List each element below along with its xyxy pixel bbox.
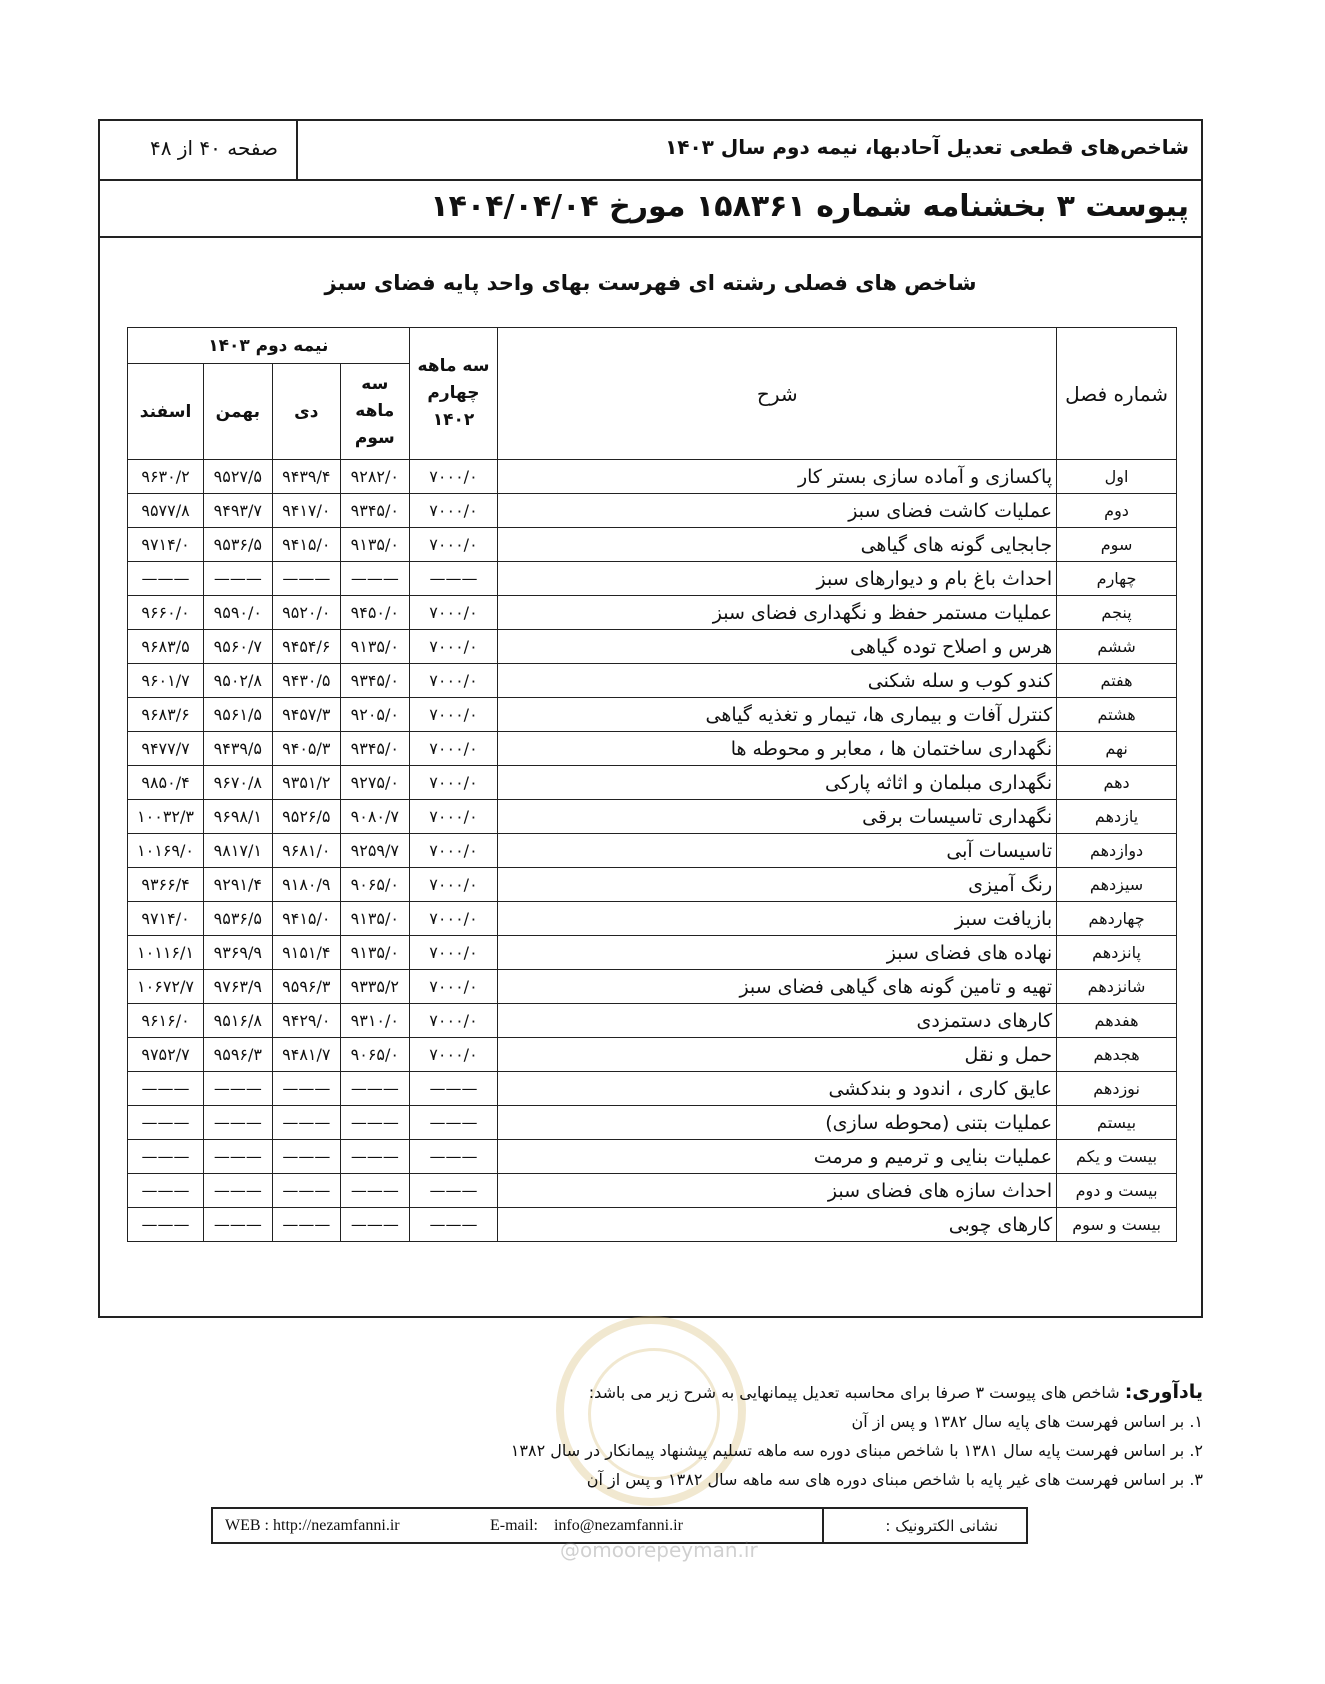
table-row — [128, 664, 1177, 698]
esfand-cell: ——— — [128, 562, 204, 596]
table-row — [128, 460, 1177, 494]
q3-cell: ——— — [341, 1208, 410, 1242]
dey-cell: ۹۵۲۰/۰ — [272, 596, 341, 630]
dey-cell: ——— — [272, 1106, 341, 1140]
q4-1402-cell: ۷۰۰۰/۰ — [409, 868, 498, 902]
index-table — [127, 327, 1177, 1242]
dey-cell: ۹۵۲۶/۵ — [272, 800, 341, 834]
esfand-cell: ۱۰۱۶۹/۰ — [128, 834, 204, 868]
esfand-cell: ۹۶۱۶/۰ — [128, 1004, 204, 1038]
table-row — [128, 1140, 1177, 1174]
table-row — [128, 936, 1177, 970]
bahman-cell: ۹۷۶۳/۹ — [204, 970, 273, 1004]
esfand-cell: ——— — [128, 1140, 204, 1174]
description-cell: رنگ آمیزی — [498, 868, 1057, 902]
esfand-cell: ۹۶۳۰/۲ — [128, 460, 204, 494]
dey-cell: ۹۵۹۶/۳ — [272, 970, 341, 1004]
q3-cell: ——— — [341, 1174, 410, 1208]
document-title: شاخص‌های قطعی تعدیل آحادبها، نیمه دوم سال ۱۴۰۳ — [665, 135, 1189, 159]
bahman-cell: ۹۳۶۹/۹ — [204, 936, 273, 970]
dey-cell: ۹۶۸۱/۰ — [272, 834, 341, 868]
dey-cell: ——— — [272, 1208, 341, 1242]
esfand-cell: ۹۵۷۷/۸ — [128, 494, 204, 528]
description-cell: نگهداری مبلمان و اثاثه پارکی — [498, 766, 1057, 800]
chapter-cell: بیستم — [1057, 1106, 1177, 1140]
chapter-cell: دوم — [1057, 494, 1177, 528]
esfand-cell: ۱۰۶۷۲/۷ — [128, 970, 204, 1004]
esfand-cell: ۱۰۱۱۶/۱ — [128, 936, 204, 970]
q3-cell: ۹۳۴۵/۰ — [341, 494, 410, 528]
address-label: نشانی الکترونیک : — [885, 1517, 998, 1535]
esfand-cell: ۹۴۷۷/۷ — [128, 732, 204, 766]
chapter-cell: چهارم — [1057, 562, 1177, 596]
table-row — [128, 868, 1177, 902]
chapter-cell: نهم — [1057, 732, 1177, 766]
q3-cell: ۹۲۰۵/۰ — [341, 698, 410, 732]
dey-cell: ۹۴۱۷/۰ — [272, 494, 341, 528]
esfand-cell: ۹۶۸۳/۵ — [128, 630, 204, 664]
description-cell: عملیات کاشت فضای سبز — [498, 494, 1057, 528]
header-second-half-1403: نیمه دوم ۱۴۰۳ — [128, 328, 410, 364]
description-cell: کارهای چوبی — [498, 1208, 1057, 1242]
q3-cell: ۹۱۳۵/۰ — [341, 630, 410, 664]
q3-cell: ——— — [341, 1072, 410, 1106]
q4-1402-cell: ۷۰۰۰/۰ — [409, 766, 498, 800]
q3-cell: ۹۳۱۰/۰ — [341, 1004, 410, 1038]
description-cell: نگهداری تاسیسات برقی — [498, 800, 1057, 834]
chapter-cell: ششم — [1057, 630, 1177, 664]
dey-cell: ۹۴۳۹/۴ — [272, 460, 341, 494]
q4-1402-cell: ۷۰۰۰/۰ — [409, 528, 498, 562]
table-row — [128, 562, 1177, 596]
q3-cell: ۹۳۴۵/۰ — [341, 664, 410, 698]
q4-1402-cell: ۷۰۰۰/۰ — [409, 970, 498, 1004]
q4-1402-cell: ۷۰۰۰/۰ — [409, 698, 498, 732]
bahman-cell: ۹۵۱۶/۸ — [204, 1004, 273, 1038]
bahman-cell: ۹۵۹۶/۳ — [204, 1038, 273, 1072]
email-link[interactable] — [490, 1517, 683, 1535]
q4-1402-cell: ۷۰۰۰/۰ — [409, 902, 498, 936]
description-cell: جابجایی گونه های گیاهی — [498, 528, 1057, 562]
esfand-cell: ——— — [128, 1208, 204, 1242]
chapter-cell: نوزدهم — [1057, 1072, 1177, 1106]
q3-cell: ۹۴۵۰/۰ — [341, 596, 410, 630]
dey-cell: ——— — [272, 562, 341, 596]
q4-1402-cell: ۷۰۰۰/۰ — [409, 630, 498, 664]
esfand-cell: ۹۸۵۰/۴ — [128, 766, 204, 800]
dey-cell: ۹۴۱۵/۰ — [272, 528, 341, 562]
table-row — [128, 1038, 1177, 1072]
bahman-cell: ۹۸۱۷/۱ — [204, 834, 273, 868]
esfand-cell: ——— — [128, 1106, 204, 1140]
reminder-note — [511, 1378, 1203, 1494]
bahman-cell: ——— — [204, 1208, 273, 1242]
table-row — [128, 1208, 1177, 1242]
table-title: شاخص های فصلی رشته ای فهرست بهای واحد پایه فضای سبز — [324, 271, 977, 295]
table-row — [128, 528, 1177, 562]
watermark-text: @omoorepeyman.ir — [560, 1538, 758, 1562]
q4-1402-cell: ۷۰۰۰/۰ — [409, 732, 498, 766]
bahman-cell: ۹۵۶۰/۷ — [204, 630, 273, 664]
table-row — [128, 1174, 1177, 1208]
table-row — [128, 630, 1177, 664]
email-label: E-mail: — [490, 1517, 538, 1534]
header-row — [100, 121, 1201, 181]
description-cell: احداث باغ بام و دیوارهای سبز — [498, 562, 1057, 596]
q3-cell: ——— — [341, 1140, 410, 1174]
description-cell: کنترل آفات و بیماری ها، تیمار و تغذیه گیاهی — [498, 698, 1057, 732]
q3-cell: ۹۱۳۵/۰ — [341, 902, 410, 936]
esfand-cell: ۹۳۶۶/۴ — [128, 868, 204, 902]
email-address: info@nezamfanni.ir — [553, 1517, 683, 1534]
esfand-cell: ۹۷۱۴/۰ — [128, 528, 204, 562]
table-row — [128, 698, 1177, 732]
table-body — [128, 460, 1177, 1242]
header-description: شرح — [498, 328, 1057, 460]
dey-cell: ۹۴۱۵/۰ — [272, 902, 341, 936]
bahman-cell: ۹۵۳۶/۵ — [204, 528, 273, 562]
description-cell: بازیافت سبز — [498, 902, 1057, 936]
q4-1402-cell: ——— — [409, 1174, 498, 1208]
q3-cell: ۹۱۳۵/۰ — [341, 528, 410, 562]
table-row — [128, 1106, 1177, 1140]
description-cell: عملیات مستمر حفظ و نگهداری فضای سبز — [498, 596, 1057, 630]
q4-1402-cell: ۷۰۰۰/۰ — [409, 664, 498, 698]
bahman-cell: ۹۶۷۰/۸ — [204, 766, 273, 800]
q3-cell: ۹۲۷۵/۰ — [341, 766, 410, 800]
q4-1402-cell: ۷۰۰۰/۰ — [409, 936, 498, 970]
header-dey: دی — [272, 364, 341, 460]
footer-divider — [822, 1509, 824, 1542]
chapter-cell: سوم — [1057, 528, 1177, 562]
q4-1402-cell: ۷۰۰۰/۰ — [409, 460, 498, 494]
table-row — [128, 902, 1177, 936]
description-cell: تاسیسات آبی — [498, 834, 1057, 868]
table-row — [128, 800, 1177, 834]
table-row — [128, 494, 1177, 528]
note-label: یادآوری: — [1124, 1381, 1203, 1403]
chapter-cell: بیست و سوم — [1057, 1208, 1177, 1242]
q4-1402-cell: ——— — [409, 562, 498, 596]
bahman-cell: ۹۶۹۸/۱ — [204, 800, 273, 834]
chapter-cell: دهم — [1057, 766, 1177, 800]
dey-cell: ۹۳۵۱/۲ — [272, 766, 341, 800]
dey-cell: ۹۴۵۷/۳ — [272, 698, 341, 732]
table-row — [128, 834, 1177, 868]
dey-cell: ——— — [272, 1140, 341, 1174]
q4-1402-cell: ——— — [409, 1072, 498, 1106]
esfand-cell: ۹۶۶۰/۰ — [128, 596, 204, 630]
esfand-cell: ۹۷۱۴/۰ — [128, 902, 204, 936]
q3-cell: ۹۰۶۵/۰ — [341, 868, 410, 902]
chapter-cell: سیزدهم — [1057, 868, 1177, 902]
header-bahman: بهمن — [204, 364, 273, 460]
q4-1402-cell: ۷۰۰۰/۰ — [409, 834, 498, 868]
description-cell: احداث سازه های فضای سبز — [498, 1174, 1057, 1208]
description-cell: نهاده های فضای سبز — [498, 936, 1057, 970]
q4-1402-cell: ——— — [409, 1106, 498, 1140]
note-item: ۱. بر اساس فهرست های پایه سال ۱۳۸۲ و پس از آن — [851, 1412, 1203, 1431]
bahman-cell: ۹۵۳۶/۵ — [204, 902, 273, 936]
page-number: صفحه ۴۰ از ۴۸ — [150, 136, 278, 160]
description-cell: نگهداری ساختمان ها ، معابر و محوطه ها — [498, 732, 1057, 766]
table-row — [128, 1004, 1177, 1038]
dey-cell: ۹۴۸۱/۷ — [272, 1038, 341, 1072]
document-frame — [98, 119, 1203, 1318]
description-cell: حمل و نقل — [498, 1038, 1057, 1072]
bahman-cell: ——— — [204, 1140, 273, 1174]
esfand-cell: ۱۰۰۳۲/۳ — [128, 800, 204, 834]
description-cell: کندو کوب و سله شکنی — [498, 664, 1057, 698]
table-row — [128, 1072, 1177, 1106]
description-cell: عایق کاری ، اندود و بندکشی — [498, 1072, 1057, 1106]
bahman-cell: ۹۲۹۱/۴ — [204, 868, 273, 902]
esfand-cell: ——— — [128, 1072, 204, 1106]
bahman-cell: ۹۵۹۰/۰ — [204, 596, 273, 630]
description-cell: عملیات بنایی و ترمیم و مرمت — [498, 1140, 1057, 1174]
dey-cell: ۹۴۵۴/۶ — [272, 630, 341, 664]
chapter-cell: هفتم — [1057, 664, 1177, 698]
bahman-cell: ۹۵۲۷/۵ — [204, 460, 273, 494]
dey-cell: ۹۴۰۵/۳ — [272, 732, 341, 766]
table-row — [128, 970, 1177, 1004]
q4-1402-cell: ۷۰۰۰/۰ — [409, 1004, 498, 1038]
esfand-cell: ۹۶۸۳/۶ — [128, 698, 204, 732]
dey-cell: ——— — [272, 1072, 341, 1106]
header-chapter: شماره فصل — [1057, 328, 1177, 460]
description-cell: هرس و اصلاح توده گیاهی — [498, 630, 1057, 664]
esfand-cell: ۹۷۵۲/۷ — [128, 1038, 204, 1072]
chapter-cell: پانزدهم — [1057, 936, 1177, 970]
q3-cell: ——— — [341, 1106, 410, 1140]
page-number-box — [100, 121, 298, 179]
chapter-cell: هشتم — [1057, 698, 1177, 732]
document-subtitle: پیوست ۳ بخشنامه شماره ۱۵۸۳۶۱ مورخ ۱۴۰۴/۰۴/۰۴ — [430, 189, 1189, 224]
note-intro: شاخص های پیوست ۳ صرفا برای محاسبه تعدیل پیمانهایی به شرح زیر می باشد: — [588, 1383, 1120, 1402]
bahman-cell: ۹۴۳۹/۵ — [204, 732, 273, 766]
bahman-cell: ——— — [204, 562, 273, 596]
chapter-cell: دوازدهم — [1057, 834, 1177, 868]
q3-cell: ۹۰۸۰/۷ — [341, 800, 410, 834]
header-esfand: اسفند — [128, 364, 204, 460]
chapter-cell: چهاردهم — [1057, 902, 1177, 936]
q4-1402-cell: ۷۰۰۰/۰ — [409, 494, 498, 528]
bahman-cell: ——— — [204, 1174, 273, 1208]
bahman-cell: ۹۴۹۳/۷ — [204, 494, 273, 528]
bahman-cell: ——— — [204, 1106, 273, 1140]
q4-1402-cell: ۷۰۰۰/۰ — [409, 800, 498, 834]
q3-cell: ۹۲۵۹/۷ — [341, 834, 410, 868]
bahman-cell: ۹۵۰۲/۸ — [204, 664, 273, 698]
chapter-cell: بیست و یکم — [1057, 1140, 1177, 1174]
dey-cell: ۹۱۵۱/۴ — [272, 936, 341, 970]
q3-cell: ۹۱۳۵/۰ — [341, 936, 410, 970]
table-row — [128, 766, 1177, 800]
esfand-cell: ۹۶۰۱/۷ — [128, 664, 204, 698]
header-q3: سه ماهه سوم — [341, 364, 410, 460]
q4-1402-cell: ——— — [409, 1208, 498, 1242]
dey-cell: ۹۱۸۰/۹ — [272, 868, 341, 902]
dey-cell: ——— — [272, 1174, 341, 1208]
description-cell: عملیات بتنی (محوطه سازی) — [498, 1106, 1057, 1140]
dey-cell: ۹۴۳۰/۵ — [272, 664, 341, 698]
q4-1402-cell: ۷۰۰۰/۰ — [409, 1038, 498, 1072]
header-q4-1402: سه ماهه چهارم ۱۴۰۲ — [409, 328, 498, 460]
table-row — [128, 732, 1177, 766]
description-cell: تهیه و تامین گونه های گیاهی فضای سبز — [498, 970, 1057, 1004]
q3-cell: ۹۲۸۲/۰ — [341, 460, 410, 494]
website-link[interactable]: WEB : http://nezamfanni.ir — [225, 1517, 400, 1534]
note-item: ۲. بر اساس فهرست پایه سال ۱۳۸۱ با شاخص مبنای دوره سه ماهه تسلیم پیشنهاد پیمانکار در سال ۱۳۸۲ — [510, 1441, 1203, 1460]
chapter-cell: شانزدهم — [1057, 970, 1177, 1004]
q4-1402-cell: ——— — [409, 1140, 498, 1174]
q3-cell: ۹۳۳۵/۲ — [341, 970, 410, 1004]
chapter-cell: بیست و دوم — [1057, 1174, 1177, 1208]
description-cell: کارهای دستمزدی — [498, 1004, 1057, 1038]
subtitle-row — [100, 181, 1201, 238]
chapter-cell: هفدهم — [1057, 1004, 1177, 1038]
chapter-cell: پنجم — [1057, 596, 1177, 630]
chapter-cell: یازدهم — [1057, 800, 1177, 834]
q3-cell: ——— — [341, 562, 410, 596]
note-item: ۳. بر اساس فهرست های غیر پایه با شاخص مبنای دوره های سه ماهه سال ۱۳۸۲ و پس از آن — [586, 1470, 1203, 1489]
q3-cell: ۹۰۶۵/۰ — [341, 1038, 410, 1072]
esfand-cell: ——— — [128, 1174, 204, 1208]
description-cell: پاکسازی و آماده سازی بستر کار — [498, 460, 1057, 494]
dey-cell: ۹۴۲۹/۰ — [272, 1004, 341, 1038]
bahman-cell: ——— — [204, 1072, 273, 1106]
q4-1402-cell: ۷۰۰۰/۰ — [409, 596, 498, 630]
table-row — [128, 596, 1177, 630]
bahman-cell: ۹۵۶۱/۵ — [204, 698, 273, 732]
chapter-cell: هجدهم — [1057, 1038, 1177, 1072]
q3-cell: ۹۳۴۵/۰ — [341, 732, 410, 766]
chapter-cell: اول — [1057, 460, 1177, 494]
